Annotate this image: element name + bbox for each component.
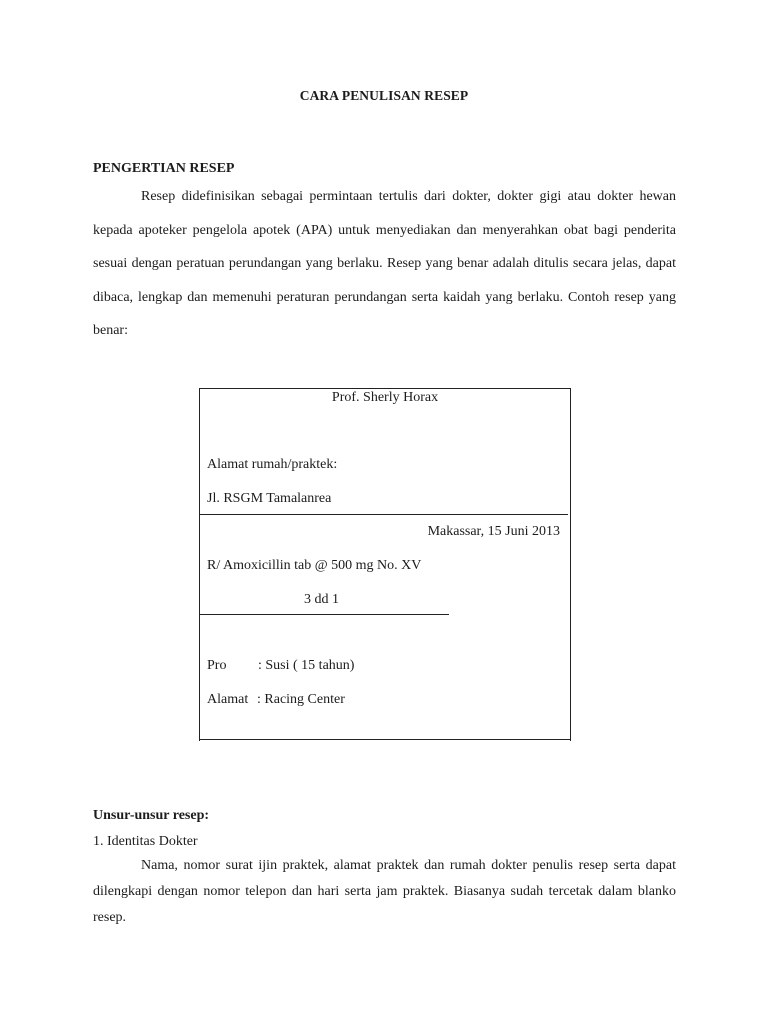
identitas-paragraph xyxy=(93,853,676,931)
patient-label: Pro xyxy=(207,658,227,673)
section-heading-unsur: Unsur-unsur resep: xyxy=(93,808,210,823)
section-heading-pengertian: PENGERTIAN RESEP xyxy=(93,161,235,176)
definition-text: Resep didefinisikan sebagai permintaan tertulis dari dokter, dokter gigi atau dokter hewan kepada apoteker pengelola apotek (APA) untuk menyediakan dan menyerahkan obat bagi penderita sesuai dengan peratuan perundangan yang berlaku. Resep yang benar adalah ditulis secara jelas, dapat dibaca, lengkap dan memenuhi peraturan perundangan serta kaidah yang berlaku. Contoh resep yang benar: xyxy=(93,189,676,338)
prescription-date: Makassar, 15 Juni 2013 xyxy=(427,524,560,539)
patient-address-value: : Racing Center xyxy=(257,692,345,707)
doctor-address: Jl. RSGM Tamalanrea xyxy=(207,491,332,506)
divider-bottom xyxy=(200,739,570,740)
definition-paragraph xyxy=(93,180,676,348)
patient-address-label: Alamat xyxy=(207,692,249,707)
prescription-recipe: R/ Amoxicillin tab @ 500 mg No. XV xyxy=(207,558,422,573)
page-title: CARA PENULISAN RESEP xyxy=(299,88,469,103)
divider-header xyxy=(200,514,568,515)
prescription-example xyxy=(199,388,571,741)
list-item-identitas-dokter: 1. Identitas Dokter xyxy=(93,834,198,849)
divider-signature xyxy=(200,614,449,615)
identitas-text: Nama, nomor surat ijin praktek, alamat praktek dan rumah dokter penulis resep serta dapat dilengkapi dengan nomor telepon dan hari serta jam praktek. Biasanya sudah tercetak dalam blanko resep. xyxy=(93,858,676,925)
prescription-dosage: 3 dd 1 xyxy=(304,592,339,607)
address-label: Alamat rumah/praktek: xyxy=(207,457,338,472)
patient-value: : Susi ( 15 tahun) xyxy=(258,658,355,673)
doctor-name: Prof. Sherly Horax xyxy=(331,390,439,405)
